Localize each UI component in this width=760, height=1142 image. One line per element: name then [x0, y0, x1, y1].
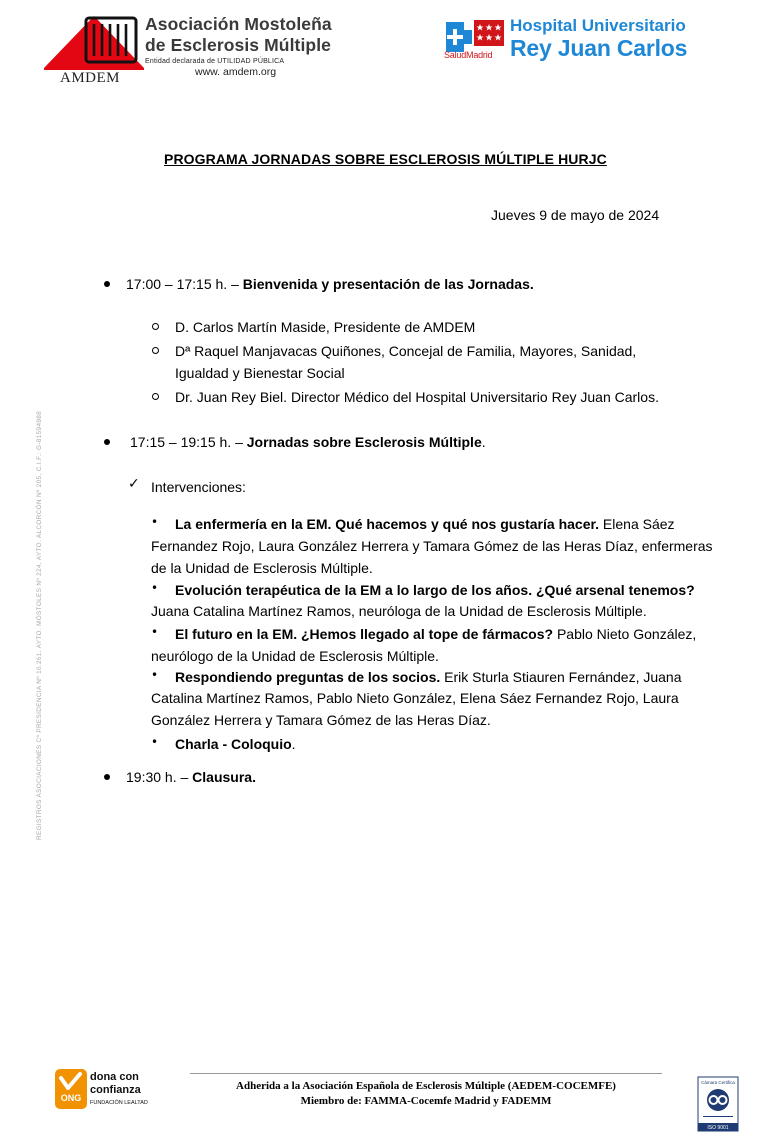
- talk-item: [175, 623, 696, 645]
- salud-madrid-label: SaludMadrid: [444, 50, 493, 60]
- talk-item-continued: Fernandez Rojo, Laura González Herrera y Tamara Gómez de las Heras Díaz, enfermeras: [151, 538, 713, 554]
- iso-bottom-label: ISO 9001: [707, 1125, 729, 1131]
- program-item-welcome: [126, 273, 534, 295]
- iso-top-label: Cámara Certifica: [701, 1080, 735, 1085]
- talk-item-continued: González Herrera y Tamara Gómez de las Heras Díaz.: [151, 712, 491, 728]
- talk-speakers: Erik Sturla Stiauren Fernández, Juana: [440, 669, 682, 685]
- talk-item-continued: de la Unidad de Esclerosis Múltiple.: [151, 560, 373, 576]
- program-time: 19:30 h. –: [126, 769, 193, 785]
- hospital-name-line1: Hospital Universitario: [510, 16, 686, 35]
- talk-title: Respondiendo preguntas de los socios.: [175, 669, 441, 685]
- program-label: Bienvenida y presentación de las Jornadas.: [242, 276, 534, 292]
- circle-bullet-icon: [152, 323, 159, 330]
- ong-badge-icon: [54, 1068, 152, 1110]
- talk-item-continued: Catalina Martínez Ramos, Pablo Nieto González, Elena Sáez Fernandez Rojo, Laura: [151, 690, 679, 706]
- talk-title: La enfermería en la EM. Qué hacemos y qué nos gustaría hacer.: [175, 516, 600, 532]
- ong-line1: dona con: [90, 1071, 139, 1083]
- program-time: 17:00 – 17:15 h. –: [126, 276, 243, 292]
- talk-title: El futuro en la EM. ¿Hemos llegado al tope de fármacos?: [175, 626, 554, 642]
- bullet-icon: [104, 774, 110, 780]
- interventions-label: Intervenciones:: [151, 479, 246, 495]
- side-registry-text: REGISTROS ASOCIACIONES Cª PRESIDENCIA Nº 16.261, AYTO. MÓSTOLES Nº 224, AYTO. ALCORCÓN Nº 205, C.I.F.: G-81594988: [36, 410, 43, 840]
- program-label-end: .: [481, 434, 486, 450]
- talk-item-continued: neurólogo de la Unidad de Esclerosis Múltiple.: [151, 648, 439, 664]
- bullet-icon: [104, 281, 110, 287]
- program-label: Jornadas sobre Esclerosis Múltiple: [246, 434, 482, 450]
- talk-speakers: Elena Sáez: [599, 516, 675, 532]
- bullet-icon: [104, 439, 110, 445]
- talk-title: Charla - Coloquio: [175, 736, 292, 752]
- event-date: Jueves 9 de mayo de 2024: [491, 207, 660, 223]
- iso-certification-logo: [697, 1076, 739, 1132]
- bullet-icon: •: [151, 668, 159, 682]
- talk-item: [175, 733, 296, 755]
- program-item-sessions: [130, 431, 486, 453]
- speaker-item: Dr. Juan Rey Biel. Director Médico del Hospital Universitario Rey Juan Carlos.: [175, 389, 659, 405]
- bullet-icon: •: [151, 625, 159, 639]
- hospital-name-line2: Rey Juan Carlos: [510, 35, 688, 61]
- circle-bullet-icon: [152, 393, 159, 400]
- talk-item-continued: Juana Catalina Martínez Ramos, neuróloga de la Unidad de Esclerosis Múltiple.: [151, 603, 647, 619]
- iso-certification-icon: [697, 1076, 739, 1132]
- checkmark-icon: ✓: [128, 476, 140, 492]
- program-item-closing: [126, 766, 256, 788]
- talk-item: [175, 666, 682, 688]
- amdem-name-line2: de Esclerosis Múltiple: [145, 35, 332, 55]
- talk-item: [175, 579, 695, 601]
- ong-dona-confianza-logo: [54, 1068, 152, 1110]
- amdem-logo-label: AMDEM: [60, 70, 121, 86]
- program-time: 17:15 – 19:15 h. –: [130, 434, 247, 450]
- amdem-header-text: [145, 14, 375, 78]
- bullet-icon: •: [151, 515, 159, 529]
- footer-affiliation: Adherida a la Asociación Española de Esclerosis Múltiple (AEDEM-COCEMFE): [236, 1080, 616, 1092]
- talk-item: [175, 513, 675, 535]
- page-title: PROGRAMA JORNADAS SOBRE ESCLEROSIS MÚLTIPLE HURJC: [164, 151, 607, 167]
- circle-bullet-icon: [152, 347, 159, 354]
- amdem-name-line1: Asociación Mostoleña: [145, 14, 332, 34]
- amdem-declaration: Entidad declarada de UTILIDAD PÚBLICA: [145, 58, 285, 65]
- ong-line2: confianza: [90, 1084, 141, 1096]
- bullet-icon: •: [151, 581, 159, 595]
- talk-title: Evolución terapéutica de la EM a lo largo de los años. ¿Qué arsenal tenemos?: [175, 582, 695, 598]
- footer-divider: [190, 1073, 662, 1074]
- talk-title-end: .: [291, 736, 296, 752]
- program-label: Clausura.: [192, 769, 256, 785]
- talk-speakers: Pablo Nieto González,: [553, 626, 697, 642]
- bullet-icon: •: [151, 735, 159, 749]
- amdem-website-link[interactable]: www. amdem.org: [195, 66, 277, 78]
- ong-badge-label: ONG: [60, 1093, 82, 1103]
- footer-membership: Miembro de: FAMMA-Cocemfe Madrid y FADEMM: [300, 1095, 552, 1107]
- speaker-item: D. Carlos Martín Maside, Presidente de AMDEM: [175, 319, 476, 335]
- speaker-item: Dª Raquel Manjavacas Quiñones, Concejal de Familia, Mayores, Sanidad,: [175, 343, 637, 359]
- speaker-item-continued: Igualdad y Bienestar Social: [175, 365, 345, 381]
- ong-foundation: FUNDACIÓN LEALTAD: [90, 1100, 148, 1106]
